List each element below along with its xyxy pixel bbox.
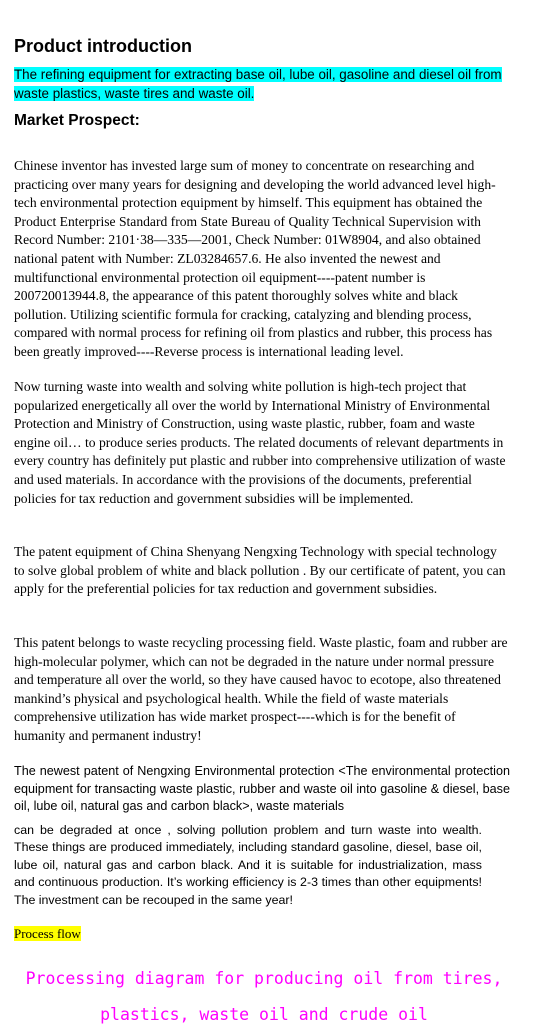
product-summary-text: The refining equipment for extracting base oil, lube oil, gasoline and diesel oil from waste plastics, waste tires and waste oil. [14,67,502,101]
paragraph-recycling-field: This patent belongs to waste recycling processing field. Waste plastic, foam and rubber are high-molecular polymer, which can not be degraded in the nature under normal pressure and temperature all over the world, so they have caused havoc to ecotope, also threatened mankind’s physical and psychological health. While the field of waste materials comprehensive utilization has wide market prospect----which is for the benefit of humanity and permanent industry! [14,635,508,743]
paragraph-newest-patent: The newest patent of Nengxing Environmental protection <The environmental protection equipment for transacting waste plastic, rubber and waste oil into gasoline & diesel, base oil, lube oil, natural gas and carbon black>, waste materials [14,764,510,813]
process-flow-text: Process flow [14,926,81,941]
paragraph-degradation: can be degraded at once , solving pollution problem and turn waste into wealth. These things are produced immediately, including standard gasoline, diesel, base oil, lube oil, natural gas and carbon black. And it is suitable for industrialization, mass and continuous production. It’s working efficiency is 2-3 times than other equipments! The investment can be recouped in the same year! [14,823,482,907]
diagram-title [14,961,514,1033]
diagram-title-line-2: plastics, waste oil and crude oil [100,1005,428,1024]
paragraph-waste-into-wealth: Now turning waste into wealth and solving white pollution is high-tech project that popularized energetically all over the world by International Ministry of Environmental Protection and Ministry of Construction, using waste plastic, rubber, foam and waste engine oil… to produce series products. The related documents of relevant departments in every country has definitely put plastic and rubber into comprehensive utilization of waste and used materials. In accordance with the provisions of the documents, preferential policies for tax reduction and government subsidies will be implemented. [14,379,506,506]
market-prospect-heading: Market Prospect: [14,112,140,129]
product-summary-highlight [14,65,510,103]
process-flow-label [14,926,81,942]
product-introduction-heading: Product introduction [14,36,192,56]
paragraph-inventor: Chinese inventor has invested large sum of money to concentrate on researching and practicing over many years for designing and developing the world advanced level high-tech environmental protection equipment by himself. This equipment has obtained the Product Enterprise Standard from State Bureau of Quality Technical Supervision with Record Number: 2101·38—335—2001, Check Number: 01W8904, and also obtained national patent with Number: ZL03284657.6. He also invented the newest and multifunctional environmental protection oil equipment----patent number is 200720013944.8, the appearance of this patent thoroughly solves white and black pollution. Utilizing scientific formula for cracking, catalyzing and blending process, compared with normal process for refining oil from plastics and rubber, this process has been greatly improved----Reverse process is international leading level. [14,158,496,359]
paragraph-patent-equipment: The patent equipment of China Shenyang Nengxing Technology with special technology to solve global problem of white and black pollution . By our certificate of patent, you can apply for the preferential policies for tax reduction and government subsidies. [14,544,506,597]
diagram-title-line-1: Processing diagram for producing oil from tires, [25,969,503,988]
